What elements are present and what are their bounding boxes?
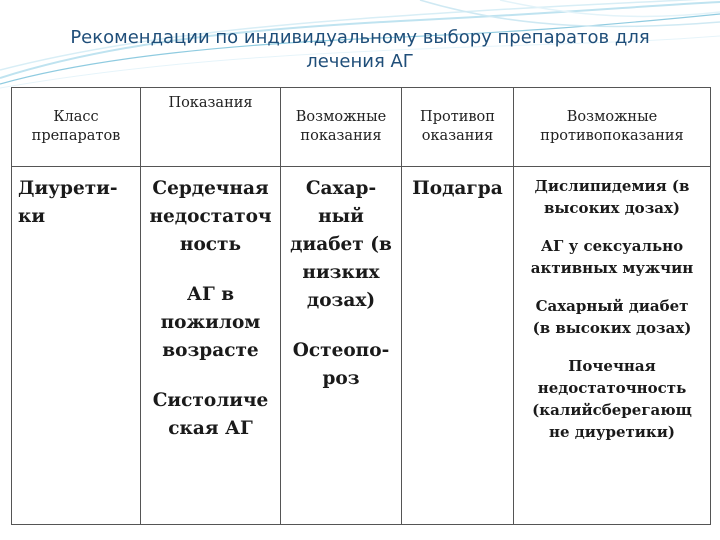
cell-text: ки <box>18 206 46 227</box>
possible-indication-item <box>281 337 401 393</box>
title-line-1: Рекомендации по индивидуальному выбору препаратов для <box>70 27 650 48</box>
header-text: показания <box>300 128 382 144</box>
cell-text: высоких дозах) <box>543 199 681 217</box>
header-drug-class <box>12 88 141 167</box>
cell-text: АГ у сексуально <box>540 237 684 255</box>
header-text: Возможные <box>295 109 387 125</box>
cell-text: ская АГ <box>168 418 253 439</box>
cell-text: роз <box>322 368 360 389</box>
possible-contraindication-item <box>514 175 710 219</box>
cell-text: Остеопо- <box>292 340 390 361</box>
cell-text: (в высоких дозах) <box>532 319 692 337</box>
header-text: препаратов <box>31 128 121 144</box>
possible-contraindication-item <box>514 355 710 443</box>
header-text: Показания <box>168 95 253 111</box>
cell-text: активных мужчин <box>530 259 694 277</box>
indication-item <box>141 281 280 365</box>
possible-contraindication-item <box>514 295 710 339</box>
cell-possible-contraindications <box>514 167 711 525</box>
header-text: противопоказания <box>540 128 684 144</box>
cell-text: не диуретики) <box>549 423 675 441</box>
cell-text: Сахарный диабет <box>535 297 689 315</box>
cell-indications <box>141 167 281 525</box>
header-text: Возможные <box>566 109 658 125</box>
cell-text: ность <box>179 234 242 255</box>
cell-text: АГ в <box>186 284 235 305</box>
cell-text: Сердечная <box>152 178 269 199</box>
cell-drug-class <box>12 167 141 525</box>
cell-possible-indications <box>281 167 402 525</box>
header-possible-contraindications <box>514 88 711 167</box>
header-text: оказания <box>421 128 494 144</box>
slide-title <box>0 26 720 74</box>
title-line-2: лечения АГ <box>306 51 414 72</box>
recommendations-table <box>11 87 711 525</box>
cell-text: (калийсберегающ <box>532 401 692 419</box>
cell-text: пожилом <box>160 312 261 333</box>
header-possible-indications <box>281 88 402 167</box>
cell-text: низких <box>302 262 380 283</box>
table-row <box>12 167 711 525</box>
cell-text: Почечная <box>568 357 656 375</box>
header-text: Противоп <box>420 109 495 125</box>
cell-text: ный <box>318 206 364 227</box>
cell-text: Сахар- <box>305 178 377 199</box>
possible-indication-item <box>281 175 401 315</box>
cell-text: Систоличе <box>152 390 269 411</box>
header-contraindications <box>402 88 514 167</box>
indication-item <box>141 387 280 443</box>
cell-text: возрасте <box>162 340 259 361</box>
header-indications <box>141 88 281 167</box>
indication-item <box>141 175 280 259</box>
header-row <box>12 88 711 167</box>
cell-contraindications <box>402 167 514 525</box>
cell-text: диабет (в <box>290 234 392 255</box>
cell-text: Дислипидемия (в <box>534 177 690 195</box>
header-text: Класс <box>53 109 99 125</box>
cell-text: Диурети- <box>18 178 118 199</box>
cell-text: Подагра <box>412 178 503 199</box>
possible-contraindication-item <box>514 235 710 279</box>
cell-text: дозах) <box>306 290 376 311</box>
cell-text: недостаточ <box>149 206 272 227</box>
cell-text: недостаточность <box>537 379 687 397</box>
